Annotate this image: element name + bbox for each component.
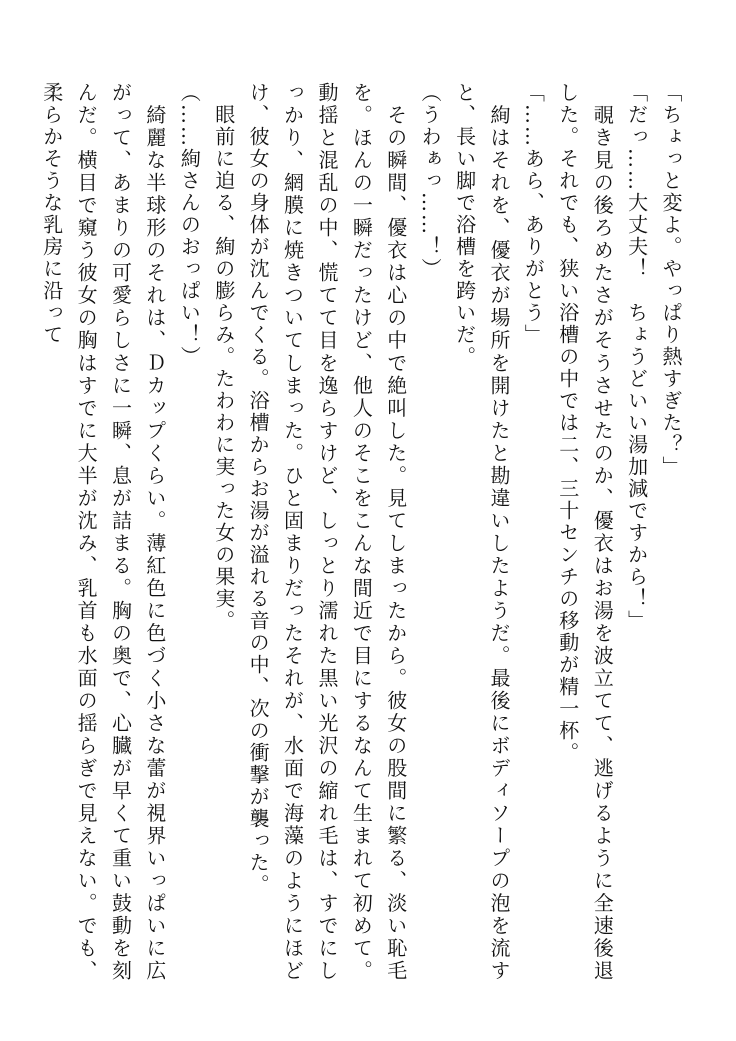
dialogue-line-2: 「だっ……大丈夫！ ちょうどいい湯加減ですから！」: [624, 82, 649, 632]
inner-thought-2: （……絢さんのおっぱい！）: [177, 82, 202, 368]
dialogue-line-1: 「ちょっと変よ。やっぱり熱すぎた？」: [659, 82, 683, 478]
inner-thought-1: （うわぁっ……！）: [418, 82, 443, 280]
vertical-text-body: [34, 82, 688, 982]
narration-paragraph-2: 絢はそれを、優衣が場所を開けたと勘違いしたようだ。最後にボディソープの泡を流すと、長い脚で浴槽を跨いだ。: [452, 82, 511, 982]
dialogue-line-3: 「……あら、ありがとう」: [521, 82, 546, 346]
narration-paragraph-5: 綺麗な半球形のそれは、Ｄカップくらい。薄紅色に色づく小さな蕾が視界いっぱいに広がって、あまりの可愛らしさに一瞬、息が詰まる。胸の奥で、心臓が早くて重い鼓動を刻んだ。横目で窺う彼女の胸はすでに大半が沈み、乳首も水面の揺らぎで見えない。でも、柔らかそうな乳房に沿って: [39, 82, 167, 982]
narration-paragraph-3: その瞬間、優衣は心の中で絶叫した。見てしまったから。彼女の股間に繁る、淡い恥毛を。ほんの一瞬だったけど、他人のそこをこんな間近で目にするなんて生まれて初めて。動揺と混乱の中、慌てて目を逸らすけど、しっとり濡れた黒い光沢の縮れ毛は、すでにしっかり、網膜に焼きついてしまった。ひと固まりだったそれが、水面で海藻のようにほどけ、彼女の身体が沈んでくる。浴槽からお湯が溢れる音の中、次の衝撃が襲った。: [246, 82, 408, 982]
narration-paragraph-4: 眼前に迫る、絢の膨らみ。たわわに実った女の果実。: [211, 82, 236, 632]
narration-paragraph-1: 覗き見の後ろめたさがそうさせたのか、優衣はお湯を波立てて、逃げるように全速後退した。それでも、狭い浴槽の中では二、三十センチの移動が精一杯。: [555, 82, 615, 982]
